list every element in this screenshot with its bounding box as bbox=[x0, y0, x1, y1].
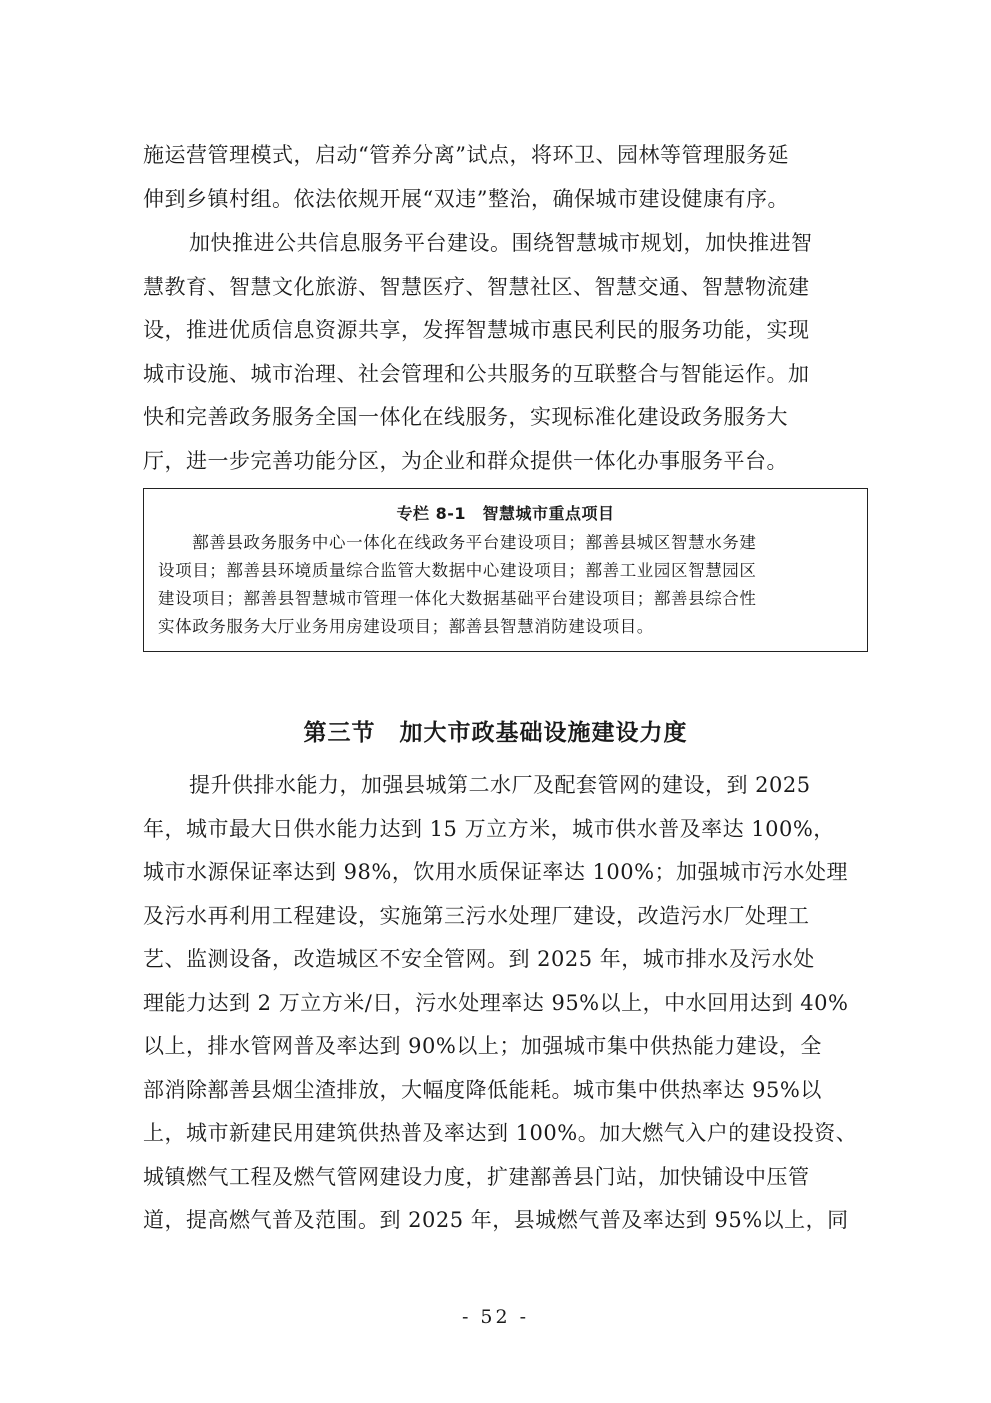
box-text-line: 鄯善县政务服务中心一体化在线政务平台建设项目；鄯善县城区智慧水务建 bbox=[158, 533, 757, 552]
text-line: 城市设施、城市治理、社会管理和公共服务的互联整合与智能运作。加 bbox=[143, 361, 810, 386]
text-line: 上，城市新建民用建筑供热普及率达到 100%。加大燃气入户的建设投资、 bbox=[143, 1121, 858, 1145]
text-line: 城镇燃气工程及燃气管网建设力度，扩建鄯善县门站，加快铺设中压管 bbox=[143, 1164, 810, 1189]
text-line: 及污水再利用工程建设，实施第三污水处理厂建设，改造污水厂处理工 bbox=[143, 903, 810, 928]
text-line: 快和完善政务服务全国一体化在线服务，实现标准化建设政务服务大 bbox=[143, 405, 788, 429]
paragraph-1 bbox=[143, 134, 863, 221]
section-title: 第三节 加大市政基础设施建设力度 bbox=[303, 720, 688, 746]
text-line: 加快推进公共信息服务平台建设。围绕智慧城市规划，加快推进智 bbox=[189, 231, 813, 255]
text-line: 部消除鄯善县烟尘渣排放，大幅度降低能耗。城市集中供热率达 95%以 bbox=[143, 1077, 822, 1102]
text-line: 设，推进优质信息资源共享，发挥智慧城市惠民利民的服务功能，实现 bbox=[143, 318, 810, 342]
text-line: 理能力达到 2 万立方米/日，污水处理率达 95%以上，中水回用达到 40% bbox=[143, 990, 849, 1015]
paragraph-2 bbox=[143, 222, 863, 483]
text-line: 道，提高燃气普及范围。到 2025 年，县城燃气普及率达到 95%以上，同 bbox=[143, 1208, 849, 1232]
text-line: 年，城市最大日供水能力达到 15 万立方米，城市供水普及率达 100%， bbox=[143, 816, 835, 841]
box-text-line: 设项目；鄯善县环境质量综合监管大数据中心建设项目；鄯善工业园区智慧园区 bbox=[158, 561, 757, 580]
box-text-line: 建设项目；鄯善县智慧城市管理一体化大数据基础平台建设项目；鄯善县综合性 bbox=[158, 589, 757, 608]
text-line: 厅，进一步完善功能分区，为企业和群众提供一体化办事服务平台。 bbox=[143, 448, 788, 473]
text-line: 城市水源保证率达到 98%，饮用水质保证率达 100%；加强城市污水处理 bbox=[143, 860, 849, 884]
text-line: 艺、监测设备，改造城区不安全管网。到 2025 年，城市排水及污水处 bbox=[143, 947, 815, 971]
page-number: - 52 - bbox=[461, 1306, 530, 1328]
text-line: 施运营管理模式，启动“管养分离”试点，将环卫、园林等管理服务延 bbox=[143, 143, 789, 167]
box-text-line: 实体政务服务大厅业务用房建设项目；鄯善县智慧消防建设项目。 bbox=[158, 617, 654, 636]
text-line: 伸到乡镇村组。依法依规开展“双违”整治，确保城市建设健康有序。 bbox=[143, 186, 789, 211]
text-line: 慧教育、智慧文化旅游、智慧医疗、智慧社区、智慧交通、智慧物流建 bbox=[143, 274, 810, 299]
feature-box bbox=[143, 488, 868, 652]
paragraph-3 bbox=[143, 764, 863, 1243]
text-line: 提升供排水能力，加强县城第二水厂及配套管网的建设，到 2025 bbox=[189, 773, 811, 797]
feature-box-title: 专栏 8-1 智慧城市重点项目 bbox=[396, 504, 615, 523]
feature-box-body bbox=[158, 529, 858, 641]
text-line: 以上，排水管网普及率达到 90%以上；加强城市集中供热能力建设，全 bbox=[143, 1034, 822, 1058]
